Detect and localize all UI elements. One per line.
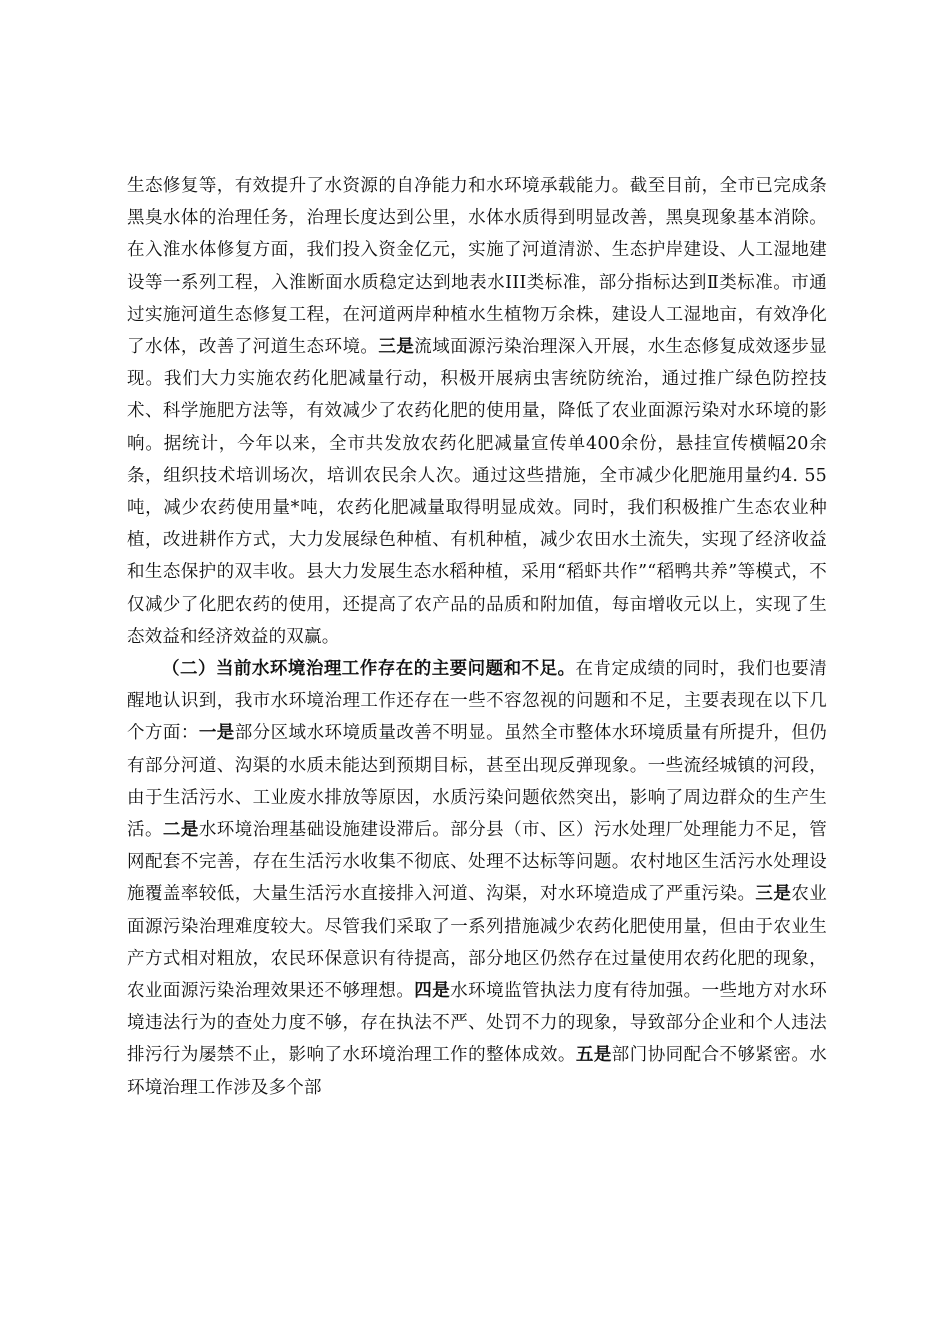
paragraph-problems [127, 653, 827, 1104]
bold-marker-si-shi: 四是 [414, 981, 451, 1002]
text-run: 农业面源污染治理难度较大。尽管我们采取了一系列措施减少农药化肥使用量，但由于农业生产方式相对粗放，农民环保意识有待提高，部分地区仍然存在过量使用农药化肥的现象，农业面源污染治理效果还不够理想。 [127, 884, 827, 1002]
text-run: 水环境治理基础设施建设滞后。部分县（市、区）污水处理厂处理能力不足，管网配套不完善，存在生活污水收集不彻底、处理不达标等问题。农村地区生活污水处理设施覆盖率较低，大量生活污水直接排入河道、沟渠，对水环境造成了严重污染。 [127, 820, 828, 905]
section-heading: （二）当前水环境治理工作存在的主要问题和不足。 [162, 659, 576, 680]
text-run: 在肯定成绩的同时，我们也要清醒地认识到，我市水环境治理工作还存在一些不容忽视的问题和不足，主要表现在以下几个方面： [127, 659, 827, 744]
bold-marker-yi-shi: 一是 [198, 723, 235, 744]
text-run: 流域面源污染治理深入开展，水生态修复成效逐步显现。我们大力实施农药化肥减量行动，积极开展病虫害统防统治，通过推广绿色防控技术、科学施肥方法等，有效减少了农药化肥的使用量，降低了农业面源污染对水环境的影响。据统计，今年以来，全市共发放农药化肥减量宣传单400余份，悬挂宣传横幅20余条，组织技术培训场次，培训农民余人次。通过这些措施，全市减少化肥施用量约4. 55吨，减少农药使用量*吨，农药化肥减量取得明显成效。同时，我们积极推广生态农业种植，改进耕作方式，大力发展绿色种植、有机种植，减少农田水土流失，实现了经济收益和生态保护的双丰收。县大力发展生态水稻种植，采用“稻虾共作”“稻鸭共养”等模式，不仅减少了化肥农药的使用，还提高了农产品的品质和附加值，每亩增收元以上，实现了生态效益和经济效益的双赢。 [127, 337, 827, 647]
bold-marker-wu-shi: 五是 [575, 1045, 612, 1066]
bold-marker-san-shi: 三是 [378, 337, 415, 358]
text-run: 水环境监管执法力度有待加强。一些地方对水环境违法行为的查处力度不够，存在执法不严、处罚不力的现象，导致部分企业和个人违法排污行为屡禁不止，影响了水环境治理工作的整体成效。 [127, 981, 828, 1066]
bold-marker-er-shi: 二是 [162, 820, 199, 841]
text-run: 部分区域水环境质量改善不明显。虽然全市整体水环境质量有所提升，但仍有部分河道、沟渠的水质未能达到预期目标，甚至出现反弹现象。一些流经城镇的河段，由于生活污水、工业废水排放等原因，水质污染问题依然突出，影响了周边群众的生产生活。 [127, 723, 827, 841]
body-text [127, 170, 827, 1104]
text-run: 生态修复等，有效提升了水资源的自净能力和水环境承载能力。截至目前，全市已完成条黑臭水体的治理任务，治理长度达到公里，水体水质得到明显改善，黑臭现象基本消除。在入淮水体修复方面，我们投入资金亿元，实施了河道清淤、生态护岸建设、人工湿地建设等一系列工程，入淮断面水质稳定达到地表水III类标准，部分指标达到Ⅱ类标准。市通过实施河道生态修复工程，在河道两岸种植水生植物万余株，建设人工湿地亩，有效净化了水体，改善了河道生态环境。 [127, 176, 827, 358]
paragraph-achievements [127, 170, 827, 653]
bold-marker-san-shi: 三是 [755, 884, 792, 905]
text-run: 部门协同配合不够紧密。水环境治理工作涉及多个部 [127, 1045, 828, 1098]
